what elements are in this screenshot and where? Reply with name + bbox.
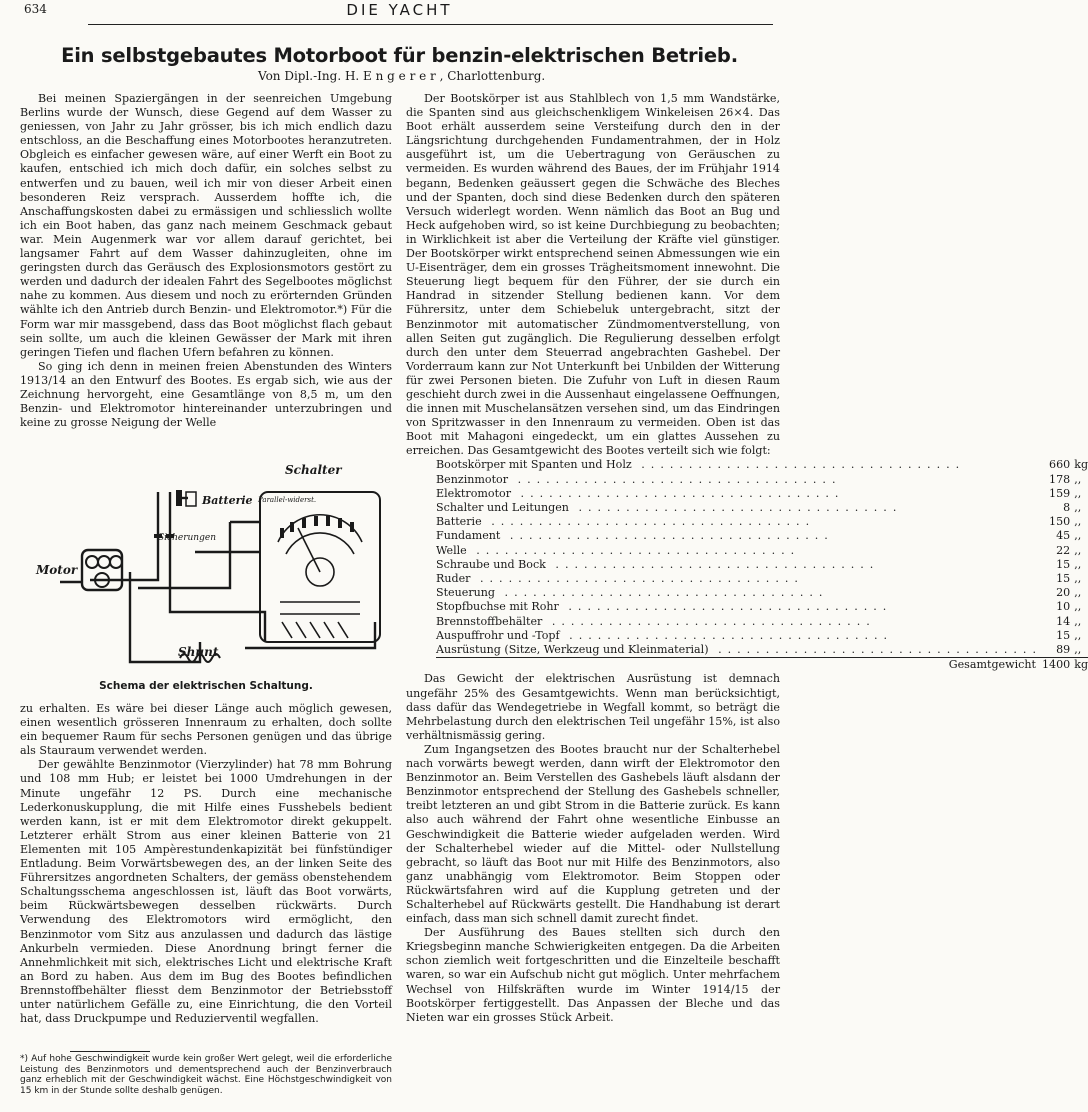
- weight-item: [436, 529, 1042, 543]
- leader-dots: ..................................: [542, 614, 876, 628]
- weight-value: 15: [1056, 628, 1071, 642]
- weight-unit: ,,: [1074, 557, 1082, 571]
- figure-caption: Schema der elektrischen Schaltung.: [99, 680, 313, 692]
- leader-dots: ..................................: [568, 501, 903, 515]
- leader-dots: ..................................: [511, 486, 845, 500]
- battery-symbol: [176, 490, 196, 506]
- journal-title: DIE YACHT: [346, 1, 453, 19]
- leader-dots: ..................................: [708, 643, 1042, 657]
- weight-item-label: Brennstoffbehälter: [436, 614, 543, 628]
- leader-dots: ..................................: [500, 529, 834, 543]
- weight-unit: ,,: [1074, 501, 1082, 515]
- footnote-rule: [70, 1051, 150, 1052]
- weight-item-label: Schalter und Leitungen: [436, 501, 569, 515]
- switch-contacts: [278, 515, 362, 638]
- weight-unit: ,,: [1074, 515, 1082, 529]
- paragraph: Der Ausführung des Baues stellten sich durch den Kriegsbeginn manche Schwierigkeiten entgegen. Da die Arbeiten schon ziemlich weit fortgeschritten und die Einzelteile beschafft waren, so war ein Aufschub nicht gut möglich. Unter mehrfachem Wechsel von Hilfskräften wurde im Winter 1914/15 der Bootskörper fertiggestellt. Das Anpassen der Bleche und das Nieten war ein grosses Stück Arbeit.: [406, 926, 780, 1024]
- weight-item: [436, 501, 1042, 515]
- weight-item-label: Benzinmotor: [436, 472, 509, 486]
- weight-item: [436, 629, 1042, 643]
- paragraph: Zum Ingangsetzen des Bootes braucht nur der Schalterhebel nach vorwärts bewegt werden, dann wirft der Elektromotor den Benzinmotor an. Beim Verstellen des Gashebels läuft alsdann der Benzinmotor entsprechend der Stellung des Gashebels schneller, treibt letzteren an und gibt Strom in die Batterie zurück. Es kann also auch während der Fahrt ohne wesentliche Einbusse an Geschwindigkeit die Batterie wieder aufgeladen werden. Wird der Schalterhebel wieder auf die Mittel- oder Nullstellung gebracht, so läuft das Boot nur mit Hilfe des Benzinmotors, also ganz unabhängig vom Elektromotor. Beim Stoppen oder Rückwärtsfahren wird auf die Kupplung getreten und der Schalterhebel auf Rückwärts gestellt. Die Handhabung ist derart einfach, dass man sich schnell damit zurecht findet.: [406, 742, 780, 926]
- weight-unit: ,,: [1074, 572, 1082, 586]
- total-unit: kg: [1074, 658, 1088, 672]
- weight-item-label: Bootskörper mit Spanten und Holz: [436, 458, 632, 472]
- table-row: [436, 487, 1088, 501]
- table-row: [436, 501, 1088, 515]
- leader-dots: ..................................: [495, 586, 829, 600]
- weight-value: 20: [1056, 586, 1071, 600]
- weight-item-label: Elektromotor: [436, 486, 512, 500]
- weight-item-label: Schraube und Bock: [436, 557, 546, 571]
- left-column-top: [20, 92, 392, 430]
- right-column: [406, 92, 1088, 1025]
- leader-dots: ..................................: [559, 628, 894, 642]
- weight-item: [436, 600, 1042, 614]
- weight-unit: ,,: [1074, 614, 1082, 628]
- paragraph: Bei meinen Spaziergängen in der seenreichen Umgebung Berlins wurde der Wunsch, diese Gegend auf dem Wasser zu geniessen, von Jahr zu Jahr grösser, bis ich mich endlich dazu entschloss, an die Beschaffung eines Motorbootes heranzutreten. Obgleich es einfacher gewesen wäre, auf einer Werft ein Boot zu kaufen, entschied ich mich doch dafür, ein solches selbst zu entwerfen und zu bauen, weil ich mir von dieser Arbeit einen besonderen Reiz versprach. Ausserdem hoffte ich, die Anschaffungskosten dabei zu ermässigen und schliesslich wollte ich ein Boot haben, das ganz nach meinem Geschmack gebaut war. Mein Augenmerk war vor allem darauf gerichtet, bei langsamer Fahrt auf dem Wasser dahinzugleiten, ohne im geringsten durch das Geräusch des Explosionsmotors gestört zu werden und dadurch der idealen Fahrt des Segelbootes möglichst nahe zu kommen. Aus diesem und noch zu erörternden Gründen wählte ich den Antrieb durch Benzin- und Elektromotor.*) Für die Form war mir massgebend, dass das Boot möglichst flach gebaut sein sollte, um auch die kleinen Gewässer der Mark mit ihren geringen Tiefen und flachen Ufern befahren zu können.: [20, 92, 392, 359]
- weight-value: 89: [1056, 643, 1071, 657]
- weight-item-label: Batterie: [436, 515, 482, 529]
- paragraph: Der Bootskörper ist aus Stahlblech von 1,5 mm Wandstärke, die Spanten sind aus gleichschenkligem Winkeleisen 26×4. Das Boot erhält ausserdem seine Versteifung durch den in der Längsrichtung durchgehenden Fundamentrahmen, der in Holz ausgeführt ist, um die Uebertragung von Geräuschen zu vermeiden. Es wurden während des Baues, der im Frühjahr 1914 begann, Bedenken geäussert gegen die Schwäche des Bleches und der Spanten, doch sind diese Bedenken durch den späteren Versuch widerlegt worden. Wenn nämlich das Boot an Bug und Heck aufgehoben wird, so ist keine Durchbiegung zu beobachten; in Wirklichkeit ist aber die Verteilung der Kräfte viel günstiger. Der Bootskörper wirkt entsprechend seinen Abmessungen wie ein U-Eisenträger, dem ein grosses Trägheitsmoment innewohnt. Die Steuerung liegt bequem für den Führer, der sie durch ein Handrad in sitzender Stellung bedienen kann. Vor dem Führersitz, unter dem Schiebeluk untergebracht, sitzt der Benzinmotor mit automatischer Zündmomentverstellung, von allen Seiten gut zugänglich. Die Regulierung desselben erfolgt durch den unter dem Steuerrad angebrachten Gashebel. Der Vorderraum kann zur Not Unterkunft bei Unbilden der Witterung für zwei Personen bieten. Die Zufuhr von Luft in diesen Raum geschieht durch zwei in die Aussenhaut eingelassene Oeffnungen, die innen mit Muschelansätzen versehen sind, um das Eindringen von Spritzwasser in den Innenraum zu vermeiden. Oben ist das Boot mit Mahagoni eingedeckt, um ein glattes Aussehen zu erreichen. Das Gesamtgewicht des Bootes verteilt sich wie folgt:: [406, 92, 780, 458]
- weight-item: [436, 586, 1042, 600]
- article-byline: Von Dipl.-Ing. H. E n g e r e r , Charlottenburg.: [258, 69, 546, 83]
- table-row: [436, 515, 1088, 529]
- weight-unit: ,,: [1074, 529, 1082, 543]
- weight-unit: ,,: [1074, 600, 1082, 614]
- weight-value: 15: [1056, 572, 1071, 586]
- weight-value: 15: [1056, 557, 1071, 571]
- running-header: [0, 0, 799, 22]
- table-row: [436, 615, 1088, 629]
- article-title: Ein selbstgebautes Motorboot für benzin-elektrischen Betrieb.: [61, 44, 738, 67]
- weight-item: [436, 487, 1042, 501]
- weight-item-label: Fundament: [436, 529, 501, 543]
- weight-item: [436, 544, 1042, 558]
- weight-item: [436, 458, 1042, 472]
- table-row: [436, 643, 1088, 658]
- weight-unit: ,,: [1074, 586, 1082, 600]
- total-value: 1400: [1042, 658, 1074, 673]
- label-schalter: Schalter: [285, 463, 342, 477]
- weight-unit: ,,: [1074, 643, 1082, 657]
- label-parallel: Parallel-widerst.: [258, 496, 317, 504]
- table-row: [436, 473, 1088, 487]
- table-row: [436, 558, 1088, 572]
- weight-value: 22: [1056, 543, 1071, 557]
- table-row: [436, 600, 1088, 614]
- paragraph: zu erhalten. Es wäre bei dieser Länge auch möglich gewesen, einen wesentlich grösseren Innenraum zu erhalten, doch sollte ein bequemer Raum für sechs Personen genügen und das übrige als Stauraum verwendet werden.: [20, 702, 392, 758]
- leader-dots: ..................................: [508, 472, 842, 486]
- label-sicherungen: Sicherungen: [158, 533, 216, 543]
- table-row: [436, 529, 1088, 543]
- weight-value: 660: [1049, 458, 1071, 472]
- table-row: [436, 458, 1088, 472]
- weight-item: [436, 515, 1042, 529]
- paragraph: Der gewählte Benzinmotor (Vierzylinder) hat 78 mm Bohrung und 108 mm Hub; er leistet bei 1000 Umdrehungen in der Minute ungefähr 12 PS. Durch eine mechanische Lederkonuskupplung, die mit Hilfe eines Fusshebels bedient werden kann, ist er mit dem Elektromotor direkt gekuppelt. Letzterer erhält Strom aus einer kleinen Batterie von 21 Elementen mit 105 Ampèrestundenkapizität bei fünfstündiger Entladung. Beim Vorwärtsbewegen des, an der linken Seite des Führersitzes angordneten Schalters, der gemäss obenstehendem Schaltungsschema angeschlossen ist, läuft das Boot vorwärts, beim Rückwärtsbewegen desselben rückwärts. Durch Verwendung des Elektromotors wird ermöglicht, den Benzinmotor vom Sitz aus anzulassen und dadurch das lästige Ankurbeln vermieden. Diese Anordnung bringt ferner die Annehmlichkeit mit sich, elektrisches Licht und elektrische Kraft an Bord zu haben. Aus dem im Bug des Bootes befindlichen Brennstoffbehälter fliesst dem Benzinmotor der Betriebsstoff unter natürlichem Gefälle zu, eine Einrichtung, die den Vorteil hat, dass Druckpumpe und Reduzierventil wegfallen.: [20, 758, 392, 1026]
- weight-unit: ,,: [1074, 472, 1082, 486]
- weight-value: 45: [1056, 529, 1071, 543]
- label-shunt: Shunt: [178, 645, 219, 659]
- paragraph: Das Gewicht der elektrischen Ausrüstung ist demnach ungefähr 25% des Gesamtgewichts. Wenn man berücksichtigt, dass dafür das Wendegetriebe in Wegfall kommt, so beträgt die Mehrbelastung durch den elektrischen Teil ungefähr 15%, ist also verhältnismässig gering.: [406, 672, 780, 742]
- table-row: [436, 544, 1088, 558]
- weight-item: [436, 615, 1042, 629]
- label-batterie: Batterie: [202, 494, 253, 507]
- weight-table: [436, 458, 1088, 672]
- weight-unit: ,,: [1074, 486, 1082, 500]
- weight-unit: ,,: [1074, 543, 1082, 557]
- weight-item-label: Ausrüstung (Sitze, Werkzeug und Kleinmaterial): [436, 643, 709, 657]
- total-label: Gesamtgewicht: [436, 658, 1042, 673]
- weight-item-label: Steuerung: [436, 586, 496, 600]
- weight-item-label: Auspuffrohr und -Topf: [436, 628, 560, 642]
- table-row: [436, 629, 1088, 643]
- weight-item: [436, 643, 1042, 658]
- weight-item: [436, 473, 1042, 487]
- leader-dots: ..................................: [631, 458, 966, 472]
- weight-item-label: Ruder: [436, 572, 471, 586]
- weight-item: [436, 572, 1042, 586]
- page-number: 634: [24, 2, 47, 16]
- table-row: [436, 586, 1088, 600]
- weight-item: [436, 558, 1042, 572]
- weight-value: 159: [1049, 486, 1071, 500]
- weight-item-label: Stopfbuchse mit Rohr: [436, 600, 559, 614]
- footnote: *) Auf hohe Geschwindigkeit wurde kein großer Wert gelegt, weil die erforderliche Leistung des Benzinmotors und dementsprechend auch der Benzinverbrauch ganz erheblich mit der Geschwindigkeit wächst. Eine Höchstgeschwindigkeit von 15 km in der Stunde sollte deshalb genügen.: [20, 1054, 392, 1096]
- weight-unit: ,,: [1074, 628, 1082, 642]
- weight-unit: kg: [1074, 458, 1088, 472]
- label-motor: Motor: [36, 563, 78, 577]
- total-row: [436, 658, 1088, 673]
- table-row: [436, 572, 1088, 586]
- weight-item-label: Welle: [436, 543, 467, 557]
- weight-value: 150: [1049, 515, 1071, 529]
- paragraph: So ging ich denn in meinen freien Abenstunden des Winters 1913/14 an den Entwurf des Bootes. Es ergab sich, wie aus der Zeichnung hervorgeht, eine Gesamtlänge von 8,5 m, um den Benzin- und Elektromotor hintereinander unterzubringen und keine zu grosse Neigung der Welle: [20, 359, 392, 430]
- weight-value: 14: [1056, 614, 1071, 628]
- weight-value: 8: [1063, 501, 1071, 515]
- header-rule: [88, 24, 773, 25]
- leader-dots: ..................................: [466, 543, 801, 557]
- weight-value: 10: [1056, 600, 1071, 614]
- left-column-bottom: [20, 702, 392, 1026]
- leader-dots: ..................................: [545, 557, 880, 571]
- leader-dots: ..................................: [481, 515, 816, 529]
- circuit-diagram: [30, 462, 390, 692]
- weight-value: 178: [1049, 472, 1071, 486]
- leader-dots: ..................................: [558, 600, 893, 614]
- leader-dots: ..................................: [470, 572, 804, 586]
